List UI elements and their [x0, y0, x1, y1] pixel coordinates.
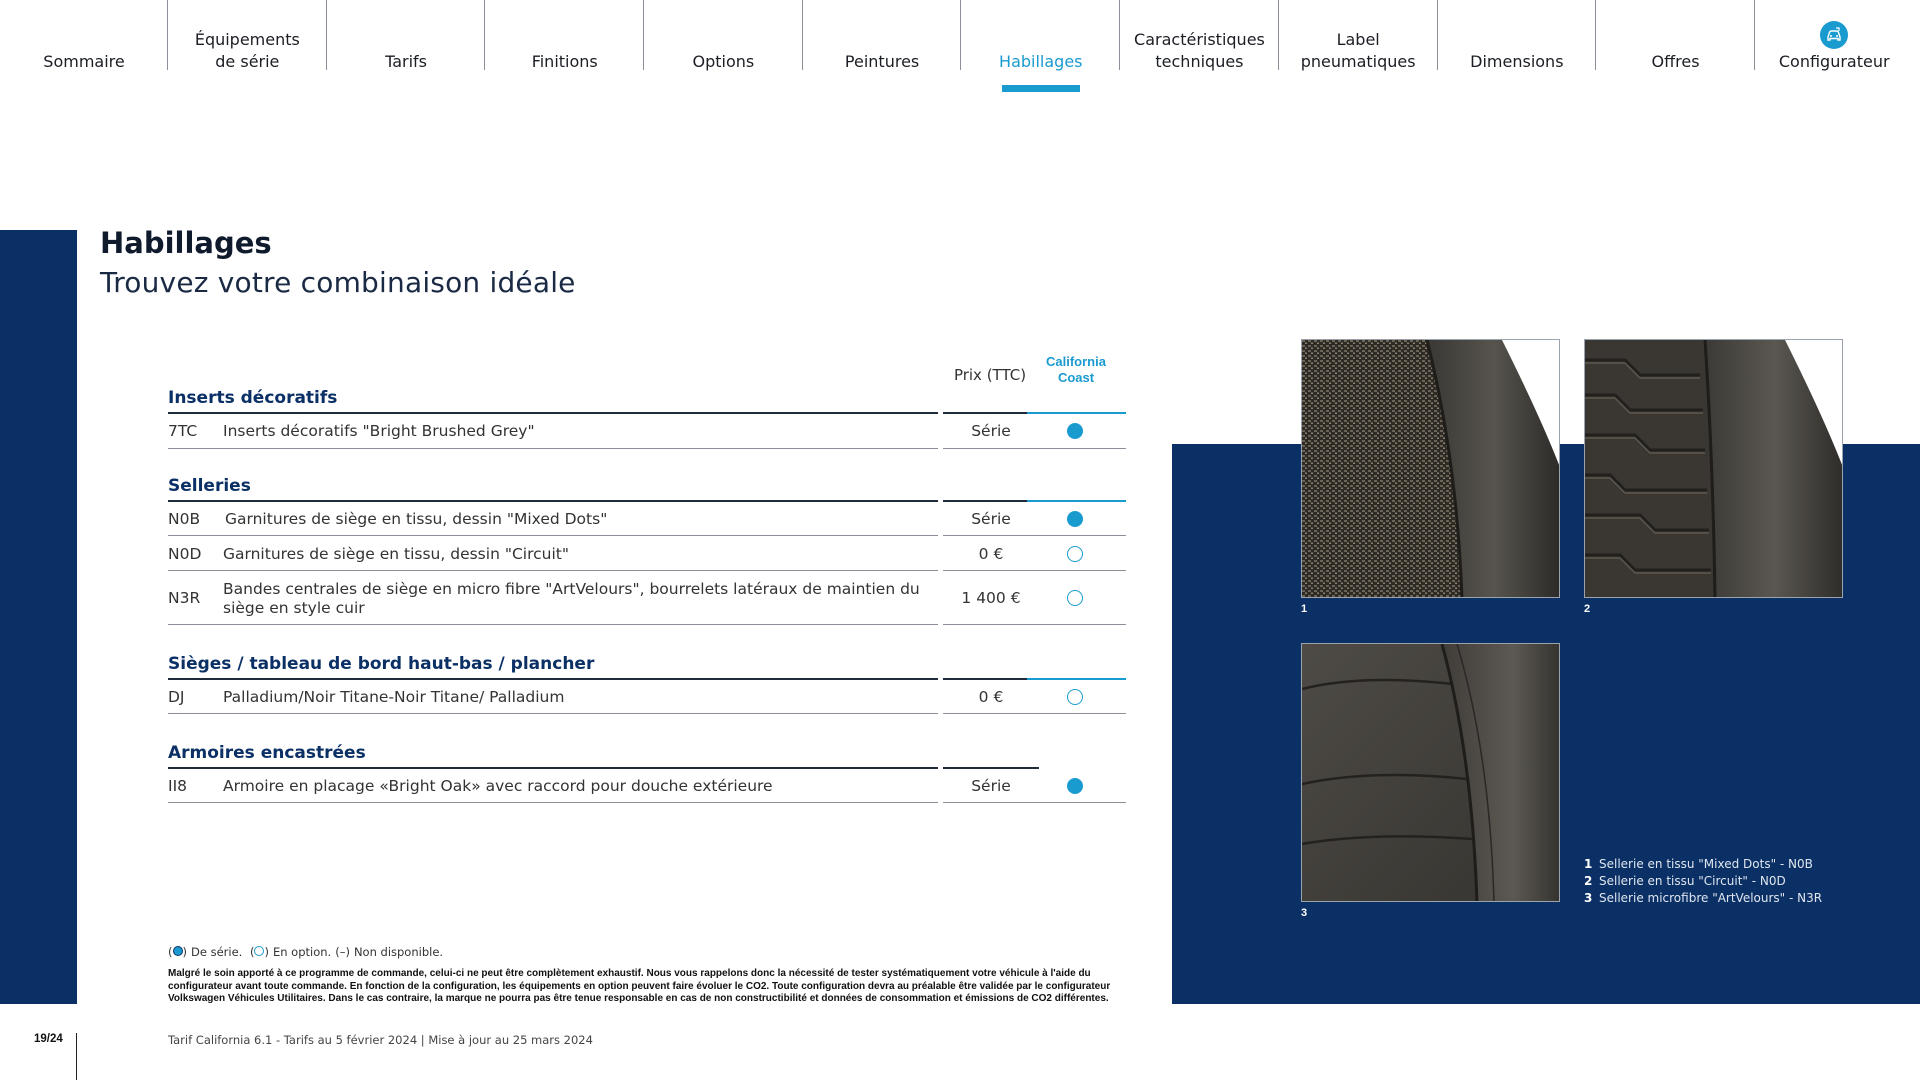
section-rule	[168, 678, 938, 680]
row-rule	[1027, 570, 1126, 571]
legend-text: Sellerie en tissu "Circuit" - N0D	[1599, 874, 1786, 888]
row-rule	[1027, 713, 1126, 714]
footer-divider	[76, 1033, 77, 1080]
page-number: 19/24	[34, 1033, 63, 1045]
nav-tab-options[interactable]	[644, 0, 803, 95]
nav-tab-label: Label pneumatiques	[1300, 30, 1416, 71]
nav-tab-label: Finitions	[531, 52, 598, 71]
row-rule	[943, 624, 1039, 625]
section-rule	[168, 412, 938, 414]
legend-item	[1584, 873, 1822, 890]
upholstery-swatch-circuit	[1584, 339, 1843, 598]
left-accent-bar	[0, 230, 77, 1004]
nav-tab-label: Offres	[1651, 52, 1700, 71]
nav-tab-offres[interactable]	[1596, 0, 1755, 95]
legend-text: Sellerie en tissu "Mixed Dots" - N0B	[1599, 857, 1813, 871]
row-rule	[943, 570, 1039, 571]
nav-tab-label: Options	[692, 52, 755, 71]
row-rule	[168, 713, 938, 714]
nav-tab-configurateur[interactable]	[1755, 0, 1914, 95]
legend-number: 1	[1584, 857, 1593, 871]
section-rule	[943, 500, 1039, 502]
footer-text: Tarif California 6.1 - Tarifs au 5 février 2024 | Mise à jour au 25 mars 2024	[168, 1033, 593, 1047]
nav-tab-dimensions[interactable]	[1438, 0, 1597, 95]
upholstery-swatch-artvelours	[1301, 643, 1560, 902]
row-rule	[943, 448, 1039, 449]
legend-item	[1584, 890, 1822, 907]
row-rule	[1027, 448, 1126, 449]
section-title: Inserts décoratifs	[168, 388, 338, 408]
option-price: 1 400 €	[961, 589, 1021, 607]
option-description: Garnitures de siège en tissu, dessin "Circuit"	[223, 545, 569, 563]
option-circle-icon	[1067, 590, 1083, 606]
active-tab-indicator	[1002, 85, 1080, 92]
nav-tab-equipements[interactable]	[168, 0, 327, 95]
swatch-number: 2	[1584, 603, 1591, 615]
nav-tab-label: Peintures	[844, 52, 920, 71]
option-code: DJ	[168, 688, 185, 706]
section-rule	[943, 767, 1039, 769]
nav-tab-label: Tarifs	[385, 52, 427, 71]
row-rule	[943, 802, 1039, 803]
legend-number: 2	[1584, 874, 1593, 888]
section-title: Armoires encastrées	[168, 743, 366, 763]
nav-tab-label: Habillages	[999, 52, 1083, 71]
option-price: Série	[971, 510, 1011, 528]
section-rule	[943, 412, 1039, 414]
row-rule	[168, 448, 938, 449]
page-subtitle: Trouvez votre combinaison idéale	[100, 266, 576, 299]
section-rule	[1027, 678, 1126, 680]
option-price: 0 €	[978, 688, 1004, 706]
swatch-number: 1	[1301, 603, 1308, 615]
option-circle-icon	[1067, 546, 1083, 562]
nav-tab-sommaire[interactable]	[0, 0, 168, 95]
row-rule	[1027, 802, 1126, 803]
row-rule	[168, 624, 938, 625]
swatch-number: 3	[1301, 907, 1308, 919]
nav-tab-label: Dimensions	[1470, 52, 1564, 71]
option-code: II8	[168, 777, 188, 795]
row-rule	[168, 535, 938, 536]
nav-tab-label: Configurateur	[1778, 52, 1890, 71]
nav-tab-label: Sommaire	[43, 52, 125, 71]
nav-tab-tarifs[interactable]	[327, 0, 486, 95]
section-rule	[168, 500, 938, 502]
option-price: Série	[971, 422, 1011, 440]
page-title: Habillages	[100, 226, 272, 260]
nav-tab-label-pneumatiques[interactable]	[1279, 0, 1438, 95]
legend-item	[1584, 856, 1822, 873]
row-rule	[943, 713, 1039, 714]
symbol-key	[168, 945, 443, 959]
option-code: N3R	[168, 589, 201, 607]
nav-tab-caracteristiques[interactable]	[1120, 0, 1279, 95]
upholstery-swatch-mixed-dots	[1301, 339, 1560, 598]
option-code: N0B	[168, 510, 201, 528]
section-rule	[1027, 500, 1126, 502]
top-navigation	[0, 0, 1920, 95]
nav-tab-peintures[interactable]	[803, 0, 962, 95]
swatch-legend	[1584, 856, 1822, 907]
option-description: Armoire en placage «Bright Oak» avec raccord pour douche extérieure	[223, 777, 773, 795]
standard-dot-icon	[1067, 423, 1083, 439]
nav-tab-finitions[interactable]	[485, 0, 644, 95]
model-column-header: California Coast	[1046, 354, 1106, 385]
option-price: 0 €	[978, 545, 1004, 563]
option-description: Garnitures de siège en tissu, dessin "Mixed Dots"	[225, 510, 608, 528]
option-circle-icon	[1067, 689, 1083, 705]
section-rule	[1027, 412, 1126, 414]
nav-tab-label: Caractéristiques techniques	[1134, 30, 1265, 71]
nav-tab-label: Équipements de série	[194, 30, 300, 71]
row-rule	[168, 802, 938, 803]
standard-dot-icon	[1067, 511, 1083, 527]
row-rule	[943, 535, 1039, 536]
row-rule	[168, 570, 938, 571]
section-rule	[168, 767, 938, 769]
unavailable-key-symbol: (–)	[335, 945, 350, 959]
nav-tab-habillages[interactable]	[961, 0, 1120, 95]
option-key-icon: ( )	[246, 945, 269, 959]
standard-key-icon: ( )	[168, 945, 187, 959]
standard-key-text: De série.	[191, 945, 243, 959]
section-rule	[943, 678, 1039, 680]
option-code: 7TC	[168, 422, 198, 440]
section-title: Sièges / tableau de bord haut-bas / plancher	[168, 654, 595, 674]
option-description: Palladium/Noir Titane-Noir Titane/ Palladium	[223, 688, 565, 706]
unavailable-key-text: Non disponible.	[353, 945, 444, 959]
option-price: Série	[971, 777, 1011, 795]
section-title: Selleries	[168, 476, 251, 496]
row-rule	[1027, 535, 1126, 536]
car-configurator-icon	[1820, 21, 1848, 49]
standard-dot-icon	[1067, 778, 1083, 794]
option-code: N0D	[168, 545, 202, 563]
price-column-header: Prix (TTC)	[953, 366, 1027, 384]
legend-text: Sellerie microfibre "ArtVelours" - N3R	[1599, 891, 1823, 905]
option-description: Inserts décoratifs "Bright Brushed Grey"	[223, 422, 535, 440]
row-rule	[1027, 624, 1126, 625]
option-description: Bandes centrales de siège en micro fibre "ArtVelours", bourrelets latéraux de maintien du siège en style cuir	[223, 580, 920, 617]
legend-number: 3	[1584, 891, 1593, 905]
disclaimer-text: Malgré le soin apporté à ce programme de commande, celui-ci ne peut être complètement exhaustif. Nous vous rappelons donc la nécessité de tester systématiquement votre véhicule à l'aide du configurateur avant toute commande. En fonction de la configuration, les équipements en option peuvent faire évoluer le CO2. Toute configuration devra au préalable être validée par le configurateur Volkswagen Véhicules Utilitaires. Dans le cas contraire, la marque ne pourra pas être tenue responsable en cas de non constructibilité et données de consommation et émissions de CO2 différentes.	[168, 968, 1111, 1004]
option-key-text: En option.	[272, 945, 332, 959]
